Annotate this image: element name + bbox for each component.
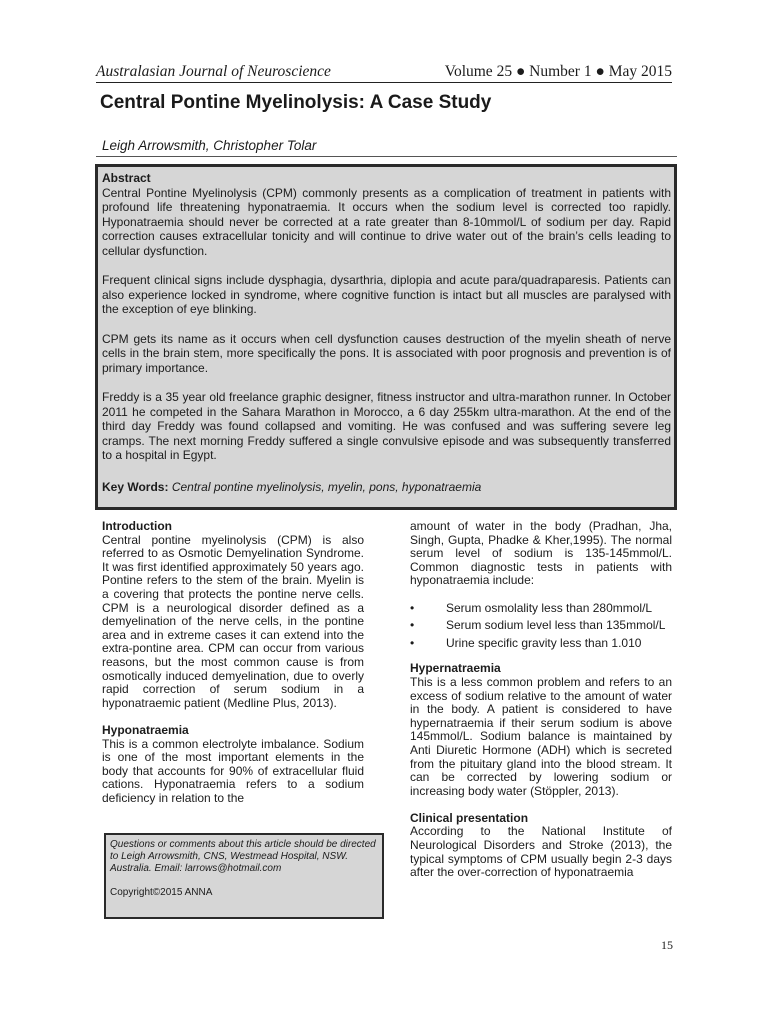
- page-number: 15: [661, 938, 673, 952]
- abstract-paragraph: Frequent clinical signs include dysphagia, dysarthria, diplopia and acute para/quadraparesis. Patients can also experience locked in syndrome, where cognitive function is intact but all muscles are paralysed with the exception of eye blinking.: [102, 273, 671, 317]
- bullet-icon: •: [410, 600, 415, 615]
- left-column: [102, 520, 364, 819]
- abstract-paragraph: Freddy is a 35 year old freelance graphic designer, fitness instructor and ultra-marathon runner. In October 2011 he competed in the Sahara Marathon in Morocco, a 6 day 255km ultra-marathon. At the end of the third day Freddy was found collapsed and vomiting. He was confused and was suffering severe leg cramps. The next morning Freddy suffered a single convulsive episode and was subsequently transferred to a hospital in Egypt.: [102, 389, 671, 463]
- copyright-text: Copyright©2015 ANNA: [110, 887, 213, 898]
- hyponatraemia-text: This is a common electrolyte imbalance. Sodium is one of the most important elements in the body that accounts for 90% of extracellular fluid cations. Hyponatraemia refers to a sodium deficiency in relation to the: [102, 736, 364, 805]
- bullet-icon: •: [410, 635, 415, 650]
- title-divider: [96, 156, 677, 157]
- clinical-presentation-text: According to the National Institute of Neurological Disorders and Stroke (2013), the typical symptoms of CPM usually begin 2-3 days after the over-correction of hyponatraemia: [410, 824, 672, 880]
- abstract-box: [95, 164, 677, 510]
- hypernatraemia-heading: Hypernatraemia: [410, 661, 501, 676]
- abstract-heading: Abstract: [102, 171, 151, 185]
- clinical-presentation-heading: Clinical presentation: [410, 810, 529, 825]
- journal-name: Australasian Journal of Neuroscience: [96, 63, 331, 80]
- list-item: • Serum osmolality less than 280mmol/L: [410, 600, 653, 615]
- keywords-list: Central pontine myelinolysis, myelin, pons, hyponatraemia: [171, 480, 482, 494]
- abstract-paragraph: CPM gets its name as it occurs when cell dysfunction causes destruction of the myelin sheath of nerve cells in the brain stem, more specifically the pons. It is associated with poor prognosis and prevention is of primary importance.: [102, 331, 671, 375]
- list-item: • Urine specific gravity less than 1.010: [410, 635, 642, 650]
- running-header: [96, 63, 672, 83]
- article-title: Central Pontine Myelinolysis: A Case Study: [100, 92, 492, 113]
- continued-text: amount of water in the body (Pradhan, Jha, Singh, Gupta, Phadke & Kher,1995). The normal serum level of sodium is 135-145mmol/L. Common diagnostic tests in patients with hyponatraemia include:: [410, 519, 672, 588]
- keywords-label: Key Words:: [102, 480, 169, 494]
- right-column: [410, 520, 672, 893]
- correspondence-text: Questions or comments about this article should be directed to Leigh Arrowsmith, CNS, Westmead Hospital, NSW. Australia. Email: larrows@hotmail.com: [110, 839, 376, 874]
- introduction-text: Central pontine myelinolysis (CPM) is also referred to as Osmotic Demyelination Syndrome. It was first identified approximately 50 years ago. Pontine refers to the stem of the brain. Myelin is a covering that protects the pontine nerve cells. CPM is a neurological disorder defined as a demyelination of the nerve cells, in the pontine area and in extreme cases it can extend into the extra-pontine area. CPM can occur from various reasons, but the most common cause is from osmotically induced demyelination, due to overly rapid correction of serum sodium in a hyponatraemic patient (Medline Plus, 2013).: [102, 532, 364, 710]
- hyponatraemia-heading: Hyponatraemia: [102, 722, 189, 737]
- correspondence-box: [104, 833, 384, 919]
- keywords-line: [102, 480, 481, 495]
- list-item: • Serum sodium level less than 135mmol/L: [410, 618, 666, 633]
- article-authors: Leigh Arrowsmith, Christopher Tolar: [102, 138, 317, 153]
- abstract-paragraph: Central Pontine Myelinolysis (CPM) commonly presents as a complication of treatment in patients with profound life threatening hyponatraemia. It occurs when the sodium level is corrected too rapidly. Hyponatraemia should never be corrected at a rate greater than 8-10mmol/L of sodium per day. Rapid correction causes extracellular tonicity and will continue to drive water out of the brain’s cells leading to cellular dysfunction.: [102, 185, 671, 258]
- introduction-heading: Introduction: [102, 519, 172, 533]
- issue-info: Volume 25 ● Number 1 ● May 2015: [444, 63, 672, 80]
- bullet-icon: •: [410, 618, 415, 633]
- diagnostic-tests-list: [410, 602, 672, 651]
- hypernatraemia-text: This is a less common problem and refers to an excess of sodium relative to the amount of water in the body. A patient is considered to have hypernatraemia if their serum sodium is above 145mmol/L. Sodium balance is maintained by Anti Diuretic Hormone (ADH) which is secreted from the pituitary gland into the blood stream. It can be corrected by lowering sodium or increasing body water (Stöppler, 2013).: [410, 674, 672, 798]
